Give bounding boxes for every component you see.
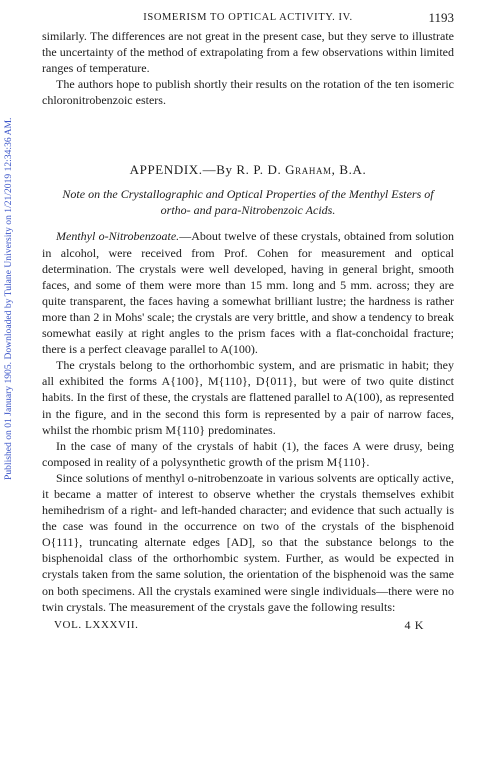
body-paragraph-3: In the case of many of the crystals of habit (1), the faces A were drusy, being composed in reality of a polysynthetic growth of the prism M{110}. xyxy=(42,438,454,469)
appendix-degree: , B.A. xyxy=(331,162,367,178)
running-title: ISOMERISM TO OPTICAL ACTIVITY. IV. xyxy=(143,12,353,23)
signature-mark: 4 K xyxy=(404,617,424,632)
appendix-heading xyxy=(42,162,454,178)
appendix-author: Graham xyxy=(285,162,332,178)
intro-paragraph-1: similarly. The differences are not great in the present case, but they serve to illustrate the uncertainty of the method of extrapolating from a few observations within limited ranges of temperature. xyxy=(42,29,454,76)
page-footer xyxy=(42,617,454,633)
body-paragraph-2: The crystals belong to the orthorhombic system, and are prismatic in habit; they all exhibited the forms A{100}, M{110}, D{011}, but were of two quite distinct habits. In the first of these, the crystals are flattened parallel to A(100), as represented in the figure, and in the second this form is represented by a pair of narrow faces, whilst the rhombic prism M{110} predominates. xyxy=(42,358,454,437)
volume-label: VOL. LXXXVII. xyxy=(54,618,139,631)
intro-paragraph-2: The authors hope to publish shortly their results on the rotation of the ten isomeric chloronitrobenzoic esters. xyxy=(42,77,454,108)
body-paragraph-1 xyxy=(42,228,454,357)
appendix-body xyxy=(42,228,454,614)
download-watermark: Published on 01 January 1905. Downloaded by Tulane University on 1/21/2019 12:34:36 AM. xyxy=(3,117,14,480)
page-number: 1193 xyxy=(428,10,454,25)
body-paragraph-4: Since solutions of menthyl o-nitrobenzoate in various solvents are optically active, it became a matter of interest to observe whether the crystals themselves exhibit hemihedrism of a right- and left-handed character; and evidence that such actually is the case was found in the occurrence on two of the crystals of the bisphenoid O{111}, truncating alternate edges [AD], so that the substance belongs to the bisphenoidal class of the orthorhombic system. Further, as would be expected in crystals taken from the same solution, the orientation of the bisphenoid was the same on both specimens. All the crystals examined were single individuals—there were no twin crystals. The measurement of the crystals gave the following results: xyxy=(42,470,454,614)
section-lead: Menthyl o-Nitrobenzoate. xyxy=(56,229,180,244)
running-header xyxy=(42,8,454,28)
appendix-label: APPENDIX.—By R. P. D. xyxy=(129,162,286,178)
appendix-subtitle: Note on the Crystallographic and Optical Properties of the Menthyl Esters of ortho- and para-Nitrobenzoic Acids. xyxy=(62,187,434,218)
journal-page xyxy=(42,8,454,633)
body-paragraph-1-text: —About twelve of these crystals, obtained from solution in alcohol, were received from Prof. Cohen for measurement and optical determination. The crystals were well developed, having in general bright, smooth faces, and some of them were more than 15 mm. long and 5 mm. across; they are quite transparent, the faces having a somewhat brilliant lustre; the hardness is rather more than 2 in Mohs' scale; the crystals are very brittle, and show a tendency to break somewhat easily at right angles to the prism faces with a flat-conchoidal fracture; there is a perfect cleavage parallel to A(100). xyxy=(42,229,454,357)
